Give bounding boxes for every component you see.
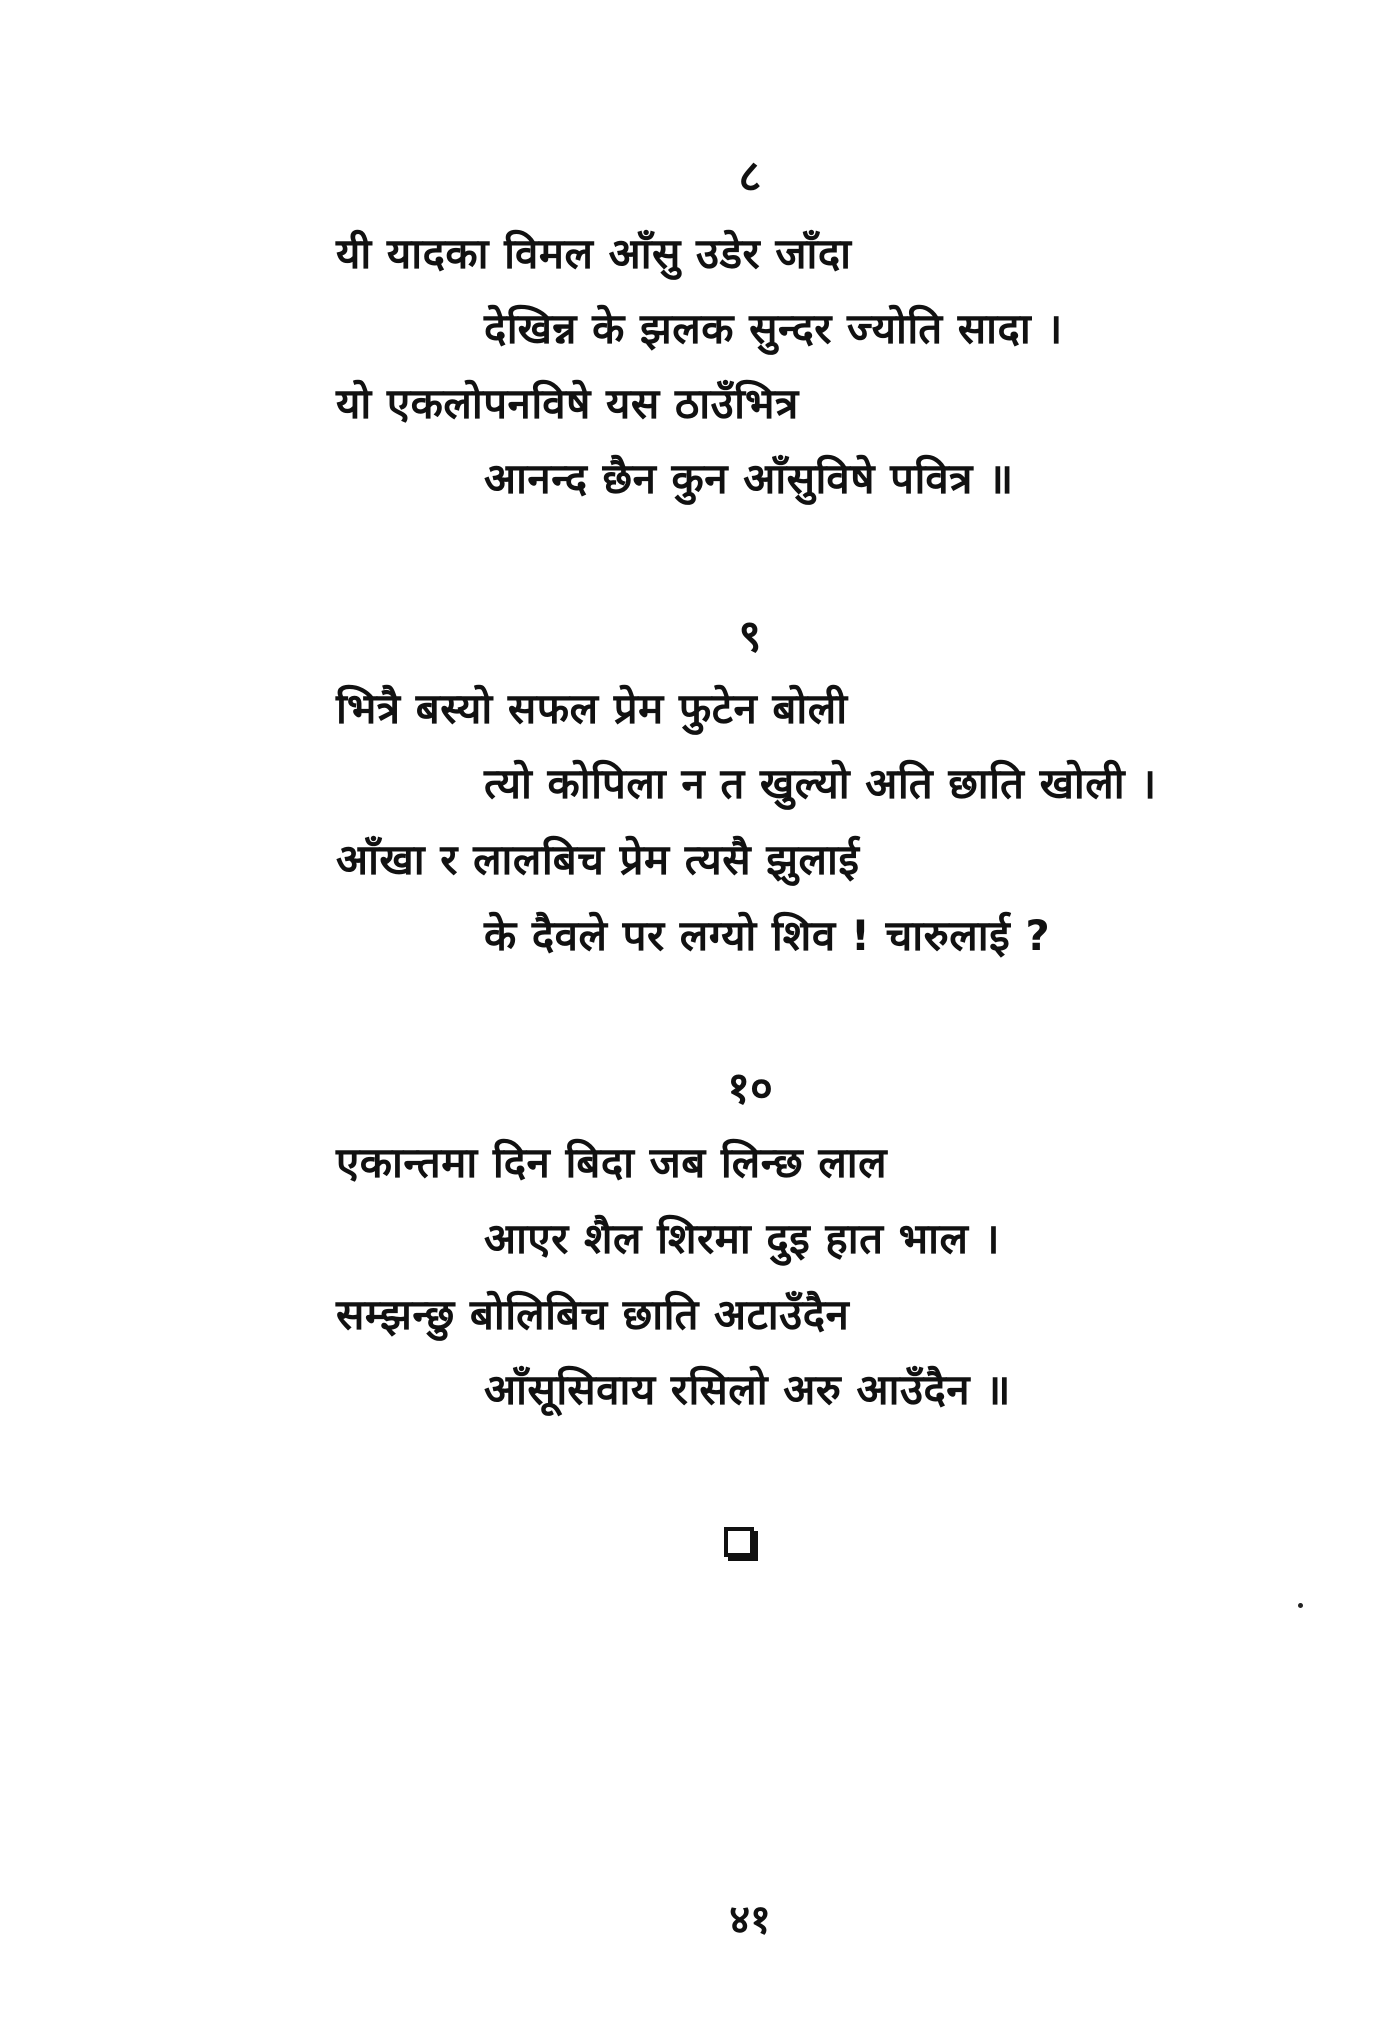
verse-line: सम्झन्छु बोलिबिच छाति अटाउँदैन	[336, 1290, 850, 1339]
verse-line: आँखा र लालबिच प्रेम त्यसै झुलाई	[336, 835, 860, 884]
section-end-box-icon	[724, 1527, 754, 1557]
verse-line: यी यादका विमल आँसु उडेर जाँदा	[336, 229, 852, 278]
verse-line: आँसूसिवाय रसिलो अरु आउँदैन ॥	[484, 1365, 1011, 1414]
page-number: ४१	[729, 1897, 771, 1943]
stanza-number-10: १०	[727, 1063, 773, 1114]
verse-line: एकान्तमा दिन बिदा जब लिन्छ लाल	[336, 1138, 888, 1187]
verse-line: त्यो कोपिला न त खुल्यो अति छाति खोली ।	[484, 759, 1157, 808]
verse-line: भित्रै बस्यो सफल प्रेम फुटेन बोली	[336, 684, 848, 733]
stanza-number-8: ८	[738, 151, 762, 202]
scan-speck	[1298, 1603, 1303, 1608]
verse-line: देखिन्न के झलक सुन्दर ज्योति सादा ।	[484, 304, 1063, 353]
verse-line: यो एकलोपनविषे यस ठाउँभित्र	[336, 379, 799, 428]
verse-line: आएर शैल शिरमा दुइ हात भाल ।	[484, 1214, 1001, 1263]
stanza-number-9: ९	[738, 611, 762, 662]
verse-line: आनन्द छैन कुन आँसुविषे पवित्र ॥	[484, 454, 1014, 503]
verse-line: के दैवले पर लग्यो शिव ! चारुलाई ?	[484, 911, 1051, 960]
